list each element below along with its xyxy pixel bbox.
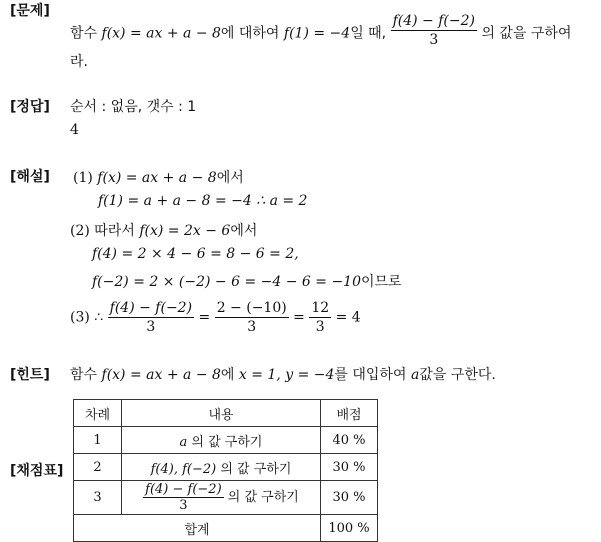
scoring-row-score: 30 % — [321, 454, 378, 481]
scoring-total-label: 합계 — [74, 515, 321, 542]
solution-fraction-2-denominator: 3 — [247, 319, 257, 335]
solution-fraction-1 — [108, 299, 194, 336]
scoring-total-score: 100 % — [321, 515, 378, 542]
scoring-row-fraction — [143, 482, 224, 513]
solution-step-2-number: (2) — [70, 223, 90, 239]
solution-step-1-post: 에서 — [216, 170, 244, 186]
scoring-label: [채점표] — [10, 463, 64, 479]
scoring-row-content — [122, 481, 321, 515]
problem-fraction-denominator: 3 — [429, 32, 439, 48]
solution-step-1-number: (1) — [73, 170, 93, 186]
scoring-total-row — [74, 515, 378, 542]
solution-step-1-expr: f(x) = ax + a − 8 — [97, 170, 217, 186]
answer-value: 4 — [70, 122, 79, 138]
problem-function: f(x) = ax + a − 8 — [101, 25, 221, 42]
solution-step-3 — [70, 299, 361, 336]
scoring-row-score: 40 % — [321, 427, 378, 454]
answer-meta: 순서 : 없음, 갯수 : 1 — [70, 99, 197, 115]
problem-fraction — [391, 12, 477, 49]
scoring-row-text: 의 값 구하기 — [216, 461, 292, 477]
problem-fraction-numerator: f(4) − f(−2) — [392, 13, 475, 29]
problem-text-4: 의 값을 구하여 — [481, 25, 572, 42]
solution-fraction-2-numerator: 2 − (−10) — [216, 300, 287, 316]
solution-step-1 — [73, 167, 244, 187]
solution-step-2-line3 — [92, 271, 402, 291]
problem-line-1 — [70, 13, 572, 49]
problem-text-2: 에 대하여 — [220, 25, 280, 42]
scoring-row-fraction-denominator: 3 — [179, 498, 188, 513]
solution-fraction-3-numerator: 12 — [311, 300, 330, 316]
solution-step-2-expr: f(x) = 2x − 6 — [139, 223, 231, 239]
hint-text-1: 함수 — [70, 367, 98, 383]
solution-step-3-number: (3) ∴ — [70, 309, 104, 326]
scoring-row-order: 3 — [74, 481, 122, 515]
problem-text-5: 라. — [70, 54, 88, 70]
solution-fraction-2 — [215, 299, 289, 336]
scoring-row-score: 30 % — [321, 481, 378, 515]
hint-label: [힌트] — [10, 367, 50, 383]
problem-text-3: 일 때, — [350, 25, 387, 42]
solution-step-1-line2: f(1) = a + a − 8 = −4 ∴ a = 2 — [98, 193, 308, 209]
scoring-row-math: a — [179, 434, 188, 450]
table-row — [74, 427, 378, 454]
solution-step-2-post: 에서 — [230, 223, 258, 239]
solution-step-2-pre: 따라서 — [94, 223, 135, 239]
scoring-row-text: 의 값 구하기 — [223, 490, 299, 505]
scoring-row-text: 의 값 구하기 — [187, 434, 263, 450]
scoring-row-order: 1 — [74, 427, 122, 454]
solution-step-2-line3-expr: f(−2) = 2 × (−2) − 6 = −4 − 6 = −10 — [92, 274, 361, 290]
scoring-table — [73, 399, 378, 542]
hint-line — [70, 364, 496, 384]
solution-result: = 4 — [335, 309, 361, 326]
hint-values: x = 1, y = −4 — [238, 367, 335, 383]
scoring-header-content: 내용 — [122, 400, 321, 427]
scoring-row-content — [122, 427, 321, 454]
hint-variable: a — [410, 367, 420, 383]
solution-fraction-3 — [309, 299, 331, 336]
table-row — [74, 481, 378, 515]
solution-fraction-1-denominator: 3 — [146, 319, 156, 335]
solution-step-2 — [70, 220, 257, 240]
problem-label: [문제] — [10, 3, 50, 19]
scoring-row-math: f(4), f(−2) — [150, 461, 217, 477]
hint-text-3: 를 대입하여 — [334, 367, 407, 383]
scoring-header-order: 차례 — [74, 400, 122, 427]
hint-function: f(x) = ax + a − 8 — [101, 367, 221, 383]
solution-equals-1: = — [198, 309, 211, 326]
solution-equals-2: = — [293, 309, 305, 326]
solution-fraction-3-denominator: 3 — [315, 319, 325, 335]
scoring-row-content — [122, 454, 321, 481]
solution-step-2-line3-post: 이므로 — [361, 274, 402, 290]
scoring-header-score: 배점 — [321, 400, 378, 427]
scoring-row-fraction-numerator: f(4) − f(−2) — [145, 482, 222, 497]
hint-text-4: 값을 구한다. — [419, 367, 496, 383]
hint-text-2: 에 — [220, 367, 235, 383]
problem-condition: f(1) = −4 — [283, 25, 351, 42]
scoring-row-order: 2 — [74, 454, 122, 481]
solution-step-2-line2: f(4) = 2 × 4 − 6 = 8 − 6 = 2, — [92, 246, 299, 262]
solution-label: [해설] — [10, 169, 50, 185]
scoring-header-row — [74, 400, 378, 427]
table-row — [74, 454, 378, 481]
problem-text-1: 함수 — [70, 25, 98, 42]
solution-fraction-1-numerator: f(4) − f(−2) — [109, 300, 193, 316]
answer-label: [정답] — [10, 99, 50, 115]
